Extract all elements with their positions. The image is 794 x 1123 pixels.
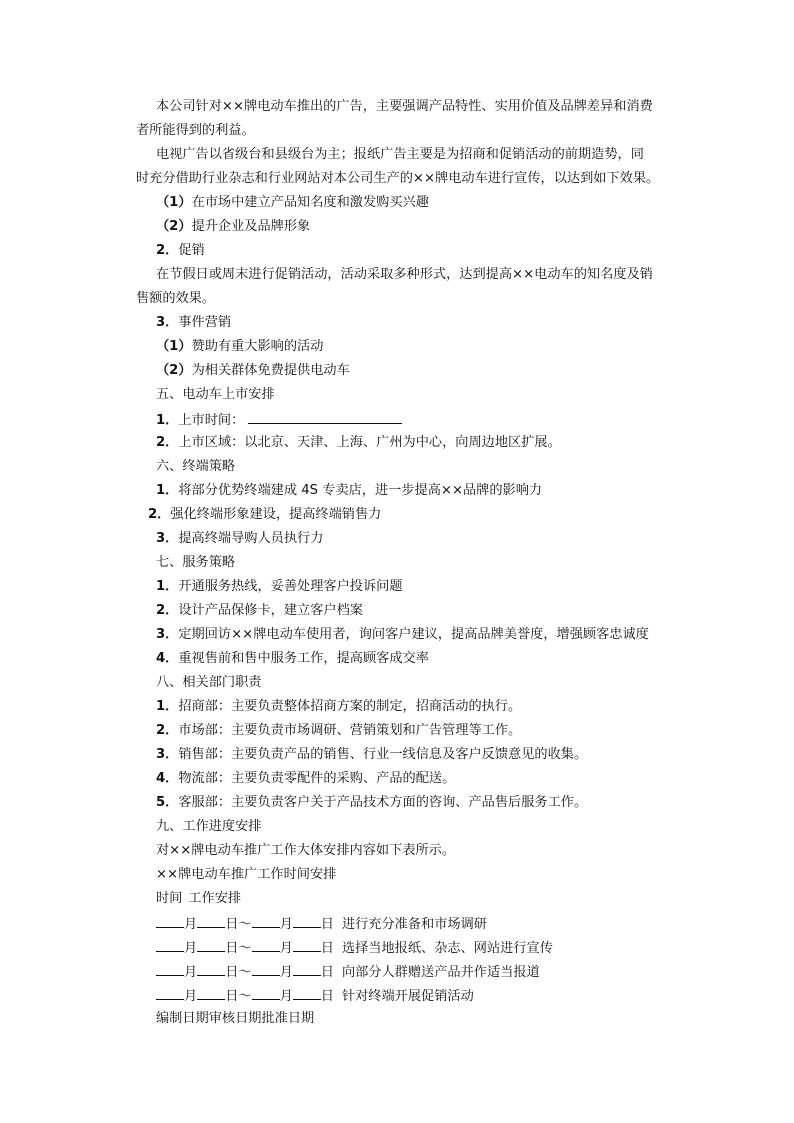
approval-footer: 编制日期审核日期批准日期	[156, 1011, 315, 1026]
list-text: 物流部：主要负责零配件的采购、产品的配送。	[178, 771, 456, 786]
table-row	[156, 985, 474, 1005]
blank-line	[197, 961, 225, 976]
table-row	[156, 913, 487, 933]
list-text: 上市区域：以北京、天津、上海、广州为中心，向周边地区扩展。	[178, 435, 561, 450]
list-number: 2．	[156, 435, 179, 450]
section-heading: 六、终端策略	[156, 459, 236, 474]
month-label: 月	[184, 917, 198, 932]
table-header	[156, 889, 241, 909]
month-label: 月	[279, 965, 293, 980]
list-item	[156, 217, 310, 237]
list-text: 上市时间：	[178, 413, 245, 428]
month-label: 月	[279, 941, 293, 956]
task-text: 针对终端开展促销活动	[341, 989, 474, 1004]
list-item	[156, 337, 323, 357]
list-number: （1）	[156, 339, 192, 354]
month-label: 月	[184, 941, 198, 956]
month-label: 月	[184, 965, 198, 980]
list-text: 销售部：主要负责产品的销售、行业一线信息及客户反馈意见的收集。	[178, 747, 588, 762]
section-heading: 七、服务策略	[156, 555, 236, 570]
list-text: 重视售前和售中服务工作，提高顾客成交率	[178, 651, 429, 666]
list-text: 定期回访××牌电动车使用者，询问客户建议，提高品牌美誉度，增强顾客忠诚度	[178, 627, 649, 642]
list-item	[156, 697, 521, 717]
task-text: 选择当地报纸、杂志、网站进行宣传	[341, 941, 553, 956]
blank-line	[252, 985, 280, 1000]
range-tilde: ～	[238, 917, 252, 932]
list-text: 设计产品保修卡，建立客户档案	[178, 603, 363, 618]
list-item	[156, 601, 363, 621]
month-label: 月	[184, 989, 198, 1004]
section-heading: 五、电动车上市安排	[156, 387, 275, 402]
blank-line	[197, 913, 225, 928]
list-item	[156, 649, 429, 669]
list-number: 3．	[156, 627, 179, 642]
list-item	[156, 481, 542, 501]
blank-line	[156, 937, 184, 952]
list-number: 4．	[156, 771, 179, 786]
list-text: 赞助有重大影响的活动	[191, 339, 324, 354]
month-label: 月	[279, 917, 293, 932]
list-number: 1．	[156, 483, 179, 498]
list-number: 4．	[156, 651, 179, 666]
paragraph-line: 在节假日或周末进行促销活动，活动采取多种形式，达到提高××电动车的知名度及销	[156, 267, 653, 282]
day-label: 日	[320, 917, 334, 932]
blank-line	[197, 985, 225, 1000]
list-item	[156, 769, 455, 789]
blank-line	[293, 937, 321, 952]
task-text: 进行充分准备和市场调研	[341, 917, 487, 932]
list-number: （1）	[156, 195, 192, 210]
column-header-time: 时间	[156, 891, 183, 906]
list-number: 3．	[156, 747, 179, 762]
list-item	[156, 793, 587, 813]
list-number: （2）	[156, 219, 192, 234]
paragraph-line: 对××牌电动车推广工作大体安排内容如下表所示。	[156, 843, 456, 858]
list-text: 提升企业及品牌形象	[191, 219, 311, 234]
blank-line	[156, 961, 184, 976]
paragraph-line: 时充分借助行业杂志和行业网站对本公司生产的××牌电动车进行宣传，以达到如下效果。	[136, 171, 660, 186]
list-number: 2．	[156, 723, 179, 738]
paragraph-line: 售额的效果。	[136, 291, 216, 306]
list-item	[156, 193, 429, 213]
day-label: 日	[320, 941, 334, 956]
list-item	[156, 577, 403, 597]
day-label: 日	[225, 941, 239, 956]
list-number: （2）	[156, 363, 192, 378]
list-text: 开通服务热线，妥善处理客户投诉问题	[178, 579, 403, 594]
day-label: 日	[225, 989, 239, 1004]
list-item	[156, 361, 350, 381]
blank-line	[197, 937, 225, 952]
list-item	[156, 745, 587, 765]
section-subheading	[156, 313, 231, 333]
list-item	[156, 409, 402, 429]
list-item	[156, 433, 561, 453]
paragraph-line: 电视广告以省级台和县级台为主；报纸广告主要是为招商和促销活动的前期造势，同	[156, 147, 644, 162]
list-item	[156, 721, 521, 741]
section-subheading	[156, 241, 205, 261]
range-tilde: ～	[238, 965, 252, 980]
list-item	[156, 625, 649, 645]
blank-line	[156, 913, 184, 928]
blank-line	[252, 961, 280, 976]
list-number: 2．	[156, 603, 179, 618]
list-number: 3．	[156, 315, 179, 330]
day-label: 日	[225, 917, 239, 932]
day-label: 日	[225, 965, 239, 980]
table-row	[156, 961, 540, 981]
list-item	[156, 529, 323, 549]
table-row	[156, 937, 553, 957]
list-number: 2．	[148, 507, 171, 522]
blank-line	[293, 961, 321, 976]
list-number: 1．	[156, 413, 179, 428]
subheading-text: 促销	[178, 243, 205, 258]
list-item	[148, 505, 381, 525]
list-text: 为相关群体免费提供电动车	[191, 363, 350, 378]
blank-line	[293, 913, 321, 928]
range-tilde: ～	[238, 989, 252, 1004]
list-number: 3．	[156, 531, 179, 546]
list-text: 将部分优势终端建成 4S 专卖店，进一步提高××品牌的影响力	[178, 483, 543, 498]
table-title: ××牌电动车推广工作时间安排	[156, 867, 337, 882]
day-label: 日	[320, 989, 334, 1004]
month-label: 月	[279, 989, 293, 1004]
range-tilde: ～	[238, 941, 252, 956]
column-header-task: 工作安排	[188, 891, 242, 906]
day-label: 日	[320, 965, 334, 980]
section-heading: 九、工作进度安排	[156, 819, 262, 834]
list-text: 在市场中建立产品知名度和激发购买兴趣	[191, 195, 429, 210]
list-number: 5．	[156, 795, 179, 810]
paragraph-line: 者所能得到的利益。	[136, 123, 255, 138]
list-number: 1．	[156, 699, 179, 714]
task-text: 向部分人群赠送产品并作适当报道	[341, 965, 540, 980]
blank-line	[252, 913, 280, 928]
list-text: 客服部：主要负责客户关于产品技术方面的咨询、产品售后服务工作。	[178, 795, 588, 810]
subheading-text: 事件营销	[178, 315, 232, 330]
blank-line	[293, 985, 321, 1000]
list-number: 2．	[156, 243, 179, 258]
list-text: 市场部：主要负责市场调研、营销策划和广告管理等工作。	[178, 723, 522, 738]
list-text: 招商部：主要负责整体招商方案的制定，招商活动的执行。	[178, 699, 522, 714]
blank-line	[252, 937, 280, 952]
list-text: 提高终端导购人员执行力	[178, 531, 324, 546]
paragraph-line: 本公司针对××牌电动车推出的广告，主要强调产品特性、实用价值及品牌差异和消费	[156, 99, 653, 114]
blank-line	[156, 985, 184, 1000]
blank-line	[248, 409, 402, 424]
section-heading: 八、相关部门职责	[156, 675, 262, 690]
list-text: 强化终端形象建设，提高终端销售力	[170, 507, 382, 522]
list-number: 1．	[156, 579, 179, 594]
